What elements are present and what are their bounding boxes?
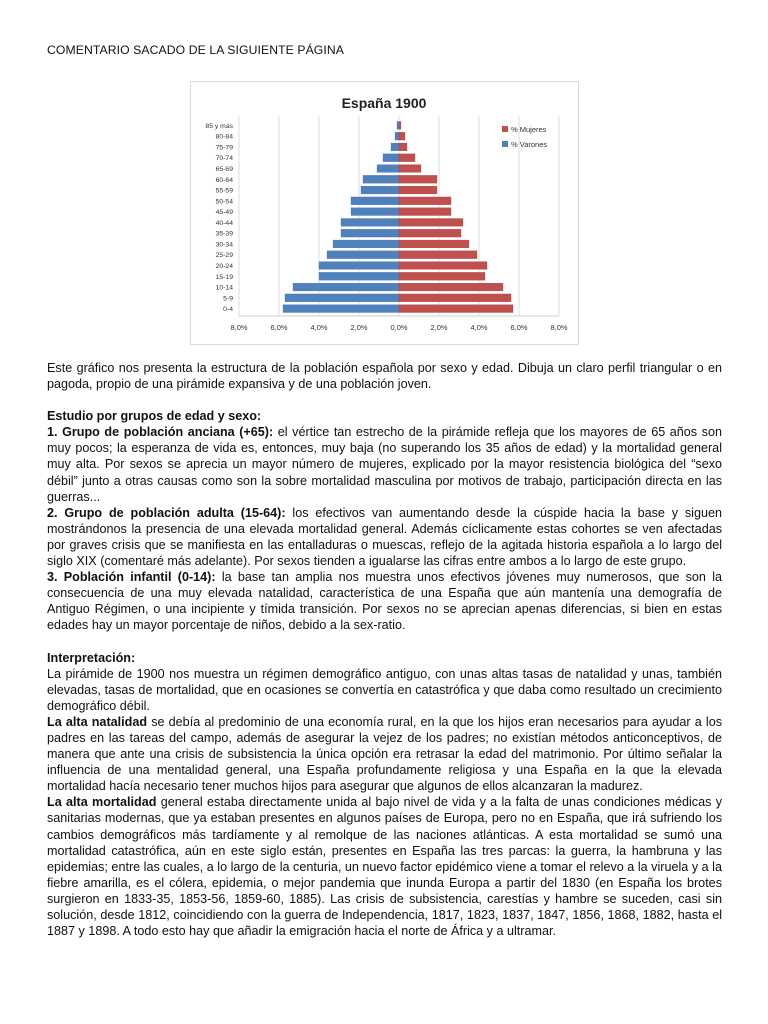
bar-varones-0-4 xyxy=(283,305,399,313)
y-tick-label: 60-64 xyxy=(215,176,233,184)
intro-paragraph: Este gráfico nos presenta la estructura de la población española por sexo y edad. Dibuja un claro perfil triangular o en pagoda, propio de una pirámide expansiva y de una población joven. xyxy=(47,361,722,392)
x-tick-label: 0,0% xyxy=(390,323,408,332)
commentary-body xyxy=(47,360,722,939)
y-tick-label: 0-4 xyxy=(223,306,233,314)
group1-paragraph: 1. Grupo de población anciana (+65): el vértice tan estrecho de la pirámide refleja que los mayores de 65 años son muy pocos; la esperanza de vida es, entonces, muy baja (no superando los 35 años de edad) y la mortalidad general muy alta. Por sexos se aprecia un mayor número de mujeres, explicado por la mayor resistencia biológica del “sexo débil” junto a otras causas como son la sobre mortalidad masculina por motivos de trabajo, participación directa en las guerras... xyxy=(47,425,722,504)
y-tick-label: 75-79 xyxy=(215,144,233,152)
bar-mujeres-5-9 xyxy=(399,294,511,302)
bar-mujeres-80-84 xyxy=(399,132,405,140)
bar-varones-30-34 xyxy=(333,240,399,248)
chart-bars xyxy=(283,122,513,313)
bar-mujeres-45-49 xyxy=(399,208,451,216)
y-tick-label: 35-39 xyxy=(215,230,233,238)
bar-varones-85-y-más xyxy=(397,122,399,130)
interpretation-heading: Interpretación: xyxy=(47,650,136,665)
bar-varones-50-54 xyxy=(351,197,399,205)
x-tick-label: 8,0% xyxy=(230,323,248,332)
group2-paragraph: 2. Grupo de población adulta (15-64): los efectivos van aumentando desde la cúspide hacia la base y siguen mostrándonos la presencia de una elevada mortalidad general. Además cíclicamente estas cohortes se ven afectadas por graves crisis que se manifiesta en las entalladuras o muescas, reflejo de la agitada historia española a lo largo del siglo XIX (comentaré más adelante). Por sexos tienden a igualarse las cifras entre ambos a lo largo de este grupo. xyxy=(47,505,722,569)
x-tick-label: 6,0% xyxy=(510,323,528,332)
bar-varones-35-39 xyxy=(341,229,399,237)
x-tick-label: 4,0% xyxy=(470,323,488,332)
bar-mujeres-15-19 xyxy=(399,272,485,280)
bar-varones-10-14 xyxy=(293,283,399,291)
bar-varones-55-59 xyxy=(361,186,399,194)
bar-varones-20-24 xyxy=(319,262,399,270)
y-tick-label: 5-9 xyxy=(223,295,233,303)
bar-varones-25-29 xyxy=(327,251,399,259)
chart-svg xyxy=(191,82,578,344)
population-pyramid-chart xyxy=(190,81,579,345)
bar-mujeres-60-64 xyxy=(399,175,437,183)
chart-x-ticks xyxy=(230,323,567,332)
bar-varones-15-19 xyxy=(319,272,399,280)
legend-label-mujeres: % Mujeres xyxy=(511,125,547,134)
bar-mujeres-25-29 xyxy=(399,251,477,259)
bar-mujeres-75-79 xyxy=(399,143,407,151)
bar-mujeres-35-39 xyxy=(399,229,461,237)
y-tick-label: 10-14 xyxy=(215,284,233,292)
bar-mujeres-50-54 xyxy=(399,197,451,205)
group3-paragraph: 3. Población infantil (0-14): la base tan amplia nos muestra unos efectivos jóvenes muy numerosos, que son la consecuencia de una muy elevada natalidad, característica de una España que aún mantenía una demografía de Antiguo Régimen, o una incipiente y tímida transición. Por sexos no se aprecian apenas diferencias, si bien en estas edades hay un mayor porcentaje de niños, debido a la sex-ratio. xyxy=(47,570,722,633)
bar-varones-5-9 xyxy=(285,294,399,302)
y-tick-label: 80-84 xyxy=(215,133,233,141)
bar-mujeres-30-34 xyxy=(399,240,469,248)
y-tick-label: 85 y más xyxy=(205,122,233,130)
study-heading: Estudio por grupos de edad y sexo: xyxy=(47,409,262,424)
bar-mujeres-0-4 xyxy=(399,305,513,313)
y-tick-label: 25-29 xyxy=(215,252,233,260)
bar-mujeres-20-24 xyxy=(399,262,487,270)
bar-varones-45-49 xyxy=(351,208,399,216)
bar-varones-80-84 xyxy=(395,132,399,140)
y-tick-label: 50-54 xyxy=(215,198,233,206)
y-tick-label: 40-44 xyxy=(215,219,233,227)
x-tick-label: 2,0% xyxy=(430,323,448,332)
y-tick-label: 30-34 xyxy=(215,241,233,249)
bar-mujeres-65-69 xyxy=(399,165,421,173)
y-tick-label: 15-19 xyxy=(215,273,233,281)
natalidad-paragraph: La alta natalidad se debía al predominio de una economía rural, en la que los hijos eran necesarios para ayudar a los padres en las tareas del campo, además de asegurar la vejez de los padres; no existían métodos anticonceptivos, de manera que ante una crisis de subsistencia la única opción era retrasar la edad del matrimonio. Por último señalar la influencia de una mentalidad general, una España profundamente religiosa y una España en la que la elevada mortalidad hacía necesario tener muchos hijos para asegurar que algunos de ellos alcanzaran la madurez. xyxy=(47,714,722,794)
chart-title: España 1900 xyxy=(341,95,427,111)
y-tick-label: 45-49 xyxy=(215,209,233,217)
bar-varones-70-74 xyxy=(383,154,399,162)
bar-varones-65-69 xyxy=(377,165,399,173)
bar-varones-60-64 xyxy=(363,175,399,183)
interpretation-paragraph: La pirámide de 1900 nos muestra un régimen demográfico antiguo, con unas altas tasas de natalidad y unas, también elevadas, tasas de mortalidad, que en ocasiones se convertía en catastrófica y que daba como resultado un crecimiento demográfico débil. xyxy=(47,666,722,713)
bar-mujeres-85-y-más xyxy=(399,122,401,130)
bar-mujeres-70-74 xyxy=(399,154,415,162)
y-tick-label: 65-69 xyxy=(215,166,233,173)
chart-y-labels xyxy=(205,123,233,313)
y-tick-label: 20-24 xyxy=(215,263,233,270)
legend-label-varones: % Varones xyxy=(511,140,548,149)
bar-varones-75-79 xyxy=(391,143,399,151)
legend-swatch-mujeres xyxy=(502,126,508,132)
chart-legend xyxy=(502,125,547,149)
x-tick-label: 4,0% xyxy=(310,323,328,332)
bar-mujeres-55-59 xyxy=(399,186,437,194)
x-tick-label: 2,0% xyxy=(350,323,368,332)
bar-varones-40-44 xyxy=(341,219,399,227)
x-tick-label: 6,0% xyxy=(270,323,288,332)
page-header: COMENTARIO SACADO DE LA SIGUIENTE PÁGINA xyxy=(47,43,345,57)
mortalidad-paragraph: La alta mortalidad general estaba directamente unida al bajo nivel de vida y a la falta de unas condiciones médicas y sanitarias modernas, que ya estaban presentes en algunos países de Europa, pero no en España, que irá sufriendo los cambios demográficos más tardíamente y al remolque de las naciones atlánticas. A esta mortalidad se sumó una mortalidad catastrófica, aún en este siglo están, presentes en España las tres parcas: la guerra, la hambruna y las epidemias; entre las cuales, a lo largo de la centuria, un nuevo factor epidémico viene a tomar el relevo a la viruela y a la fiebre amarilla, es el cólera, epidemia, o mejor pandemia que inunda Europa a partir del 1830 (en España los brotes surgieron en 1833-35, 1853-56, 1859-60, 1885). Las crisis de subsistencia, carestías y hambre se suceden, casi sin solución, desde 1812, coincidiendo con la guerra de Independencia, 1817, 1823, 1837, 1847, 1856, 1868, 1882, hasta el 1887 y 1898. A todo esto hay que añadir la emigración hacia el norte de África y a ultramar. xyxy=(47,795,722,939)
y-tick-label: 55-59 xyxy=(215,187,233,195)
x-tick-label: 8,0% xyxy=(550,323,568,332)
y-tick-label: 70-74 xyxy=(215,155,233,163)
legend-swatch-varones xyxy=(502,141,508,147)
bar-mujeres-40-44 xyxy=(399,219,463,227)
bar-mujeres-10-14 xyxy=(399,283,503,291)
